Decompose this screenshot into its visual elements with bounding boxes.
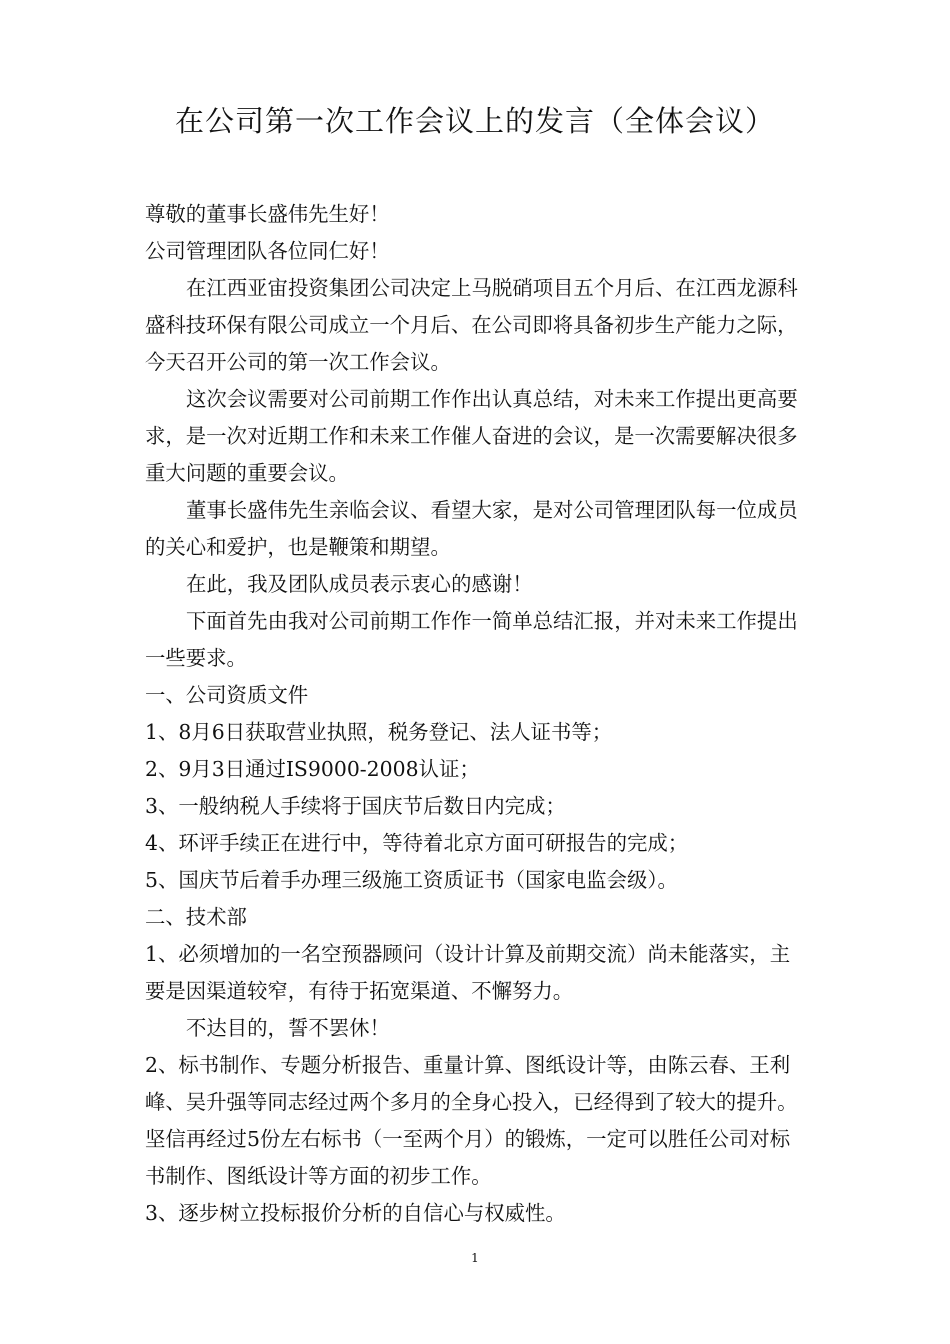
section-list-item: 5、国庆节后着手办理三级施工资质证书（国家电监会级）。 xyxy=(145,868,678,892)
section-paragraph: 1、必须增加的一名空预器顾问（设计计算及前期交流）尚未能落实，主要是因渠道较窄，有待于拓宽渠道、不懈努力。 xyxy=(145,942,791,1003)
page-number: 1 xyxy=(471,1251,479,1265)
section-heading-qualification: 一、公司资质文件 xyxy=(145,683,309,707)
document-title: 在公司第一次工作会议上的发言（全体会议） xyxy=(174,104,775,138)
greeting-colleagues: 公司管理团队各位同仁好！ xyxy=(145,239,390,263)
section-list-item: 1、8月6日获取营业执照，税务登记、法人证书等； xyxy=(145,720,613,744)
intro-paragraph: 下面首先由我对公司前期工作作一简单总结汇报，并对未来工作提出一些要求。 xyxy=(145,609,798,670)
section-paragraph: 不达目的，誓不罢休！ xyxy=(186,1016,390,1040)
section-list-item: 2、9月3日通过IS9000-2008认证； xyxy=(145,757,480,781)
intro-paragraph: 在此，我及团队成员表示衷心的感谢！ xyxy=(186,572,533,596)
greeting-chairman: 尊敬的董事长盛伟先生好！ xyxy=(145,202,390,226)
section-list-item: 4、环评手续正在进行中，等待着北京方面可研报告的完成； xyxy=(145,831,689,855)
intro-paragraph: 在江西亚宙投资集团公司决定上马脱硝项目五个月后、在江西龙源科盛科技环保有限公司成立一个月后、在公司即将具备初步生产能力之际，今天召开公司的第一次工作会议。 xyxy=(145,276,798,374)
section-paragraph: 3、逐步树立投标报价分析的自信心与权威性。 xyxy=(145,1201,566,1225)
document-body xyxy=(145,196,807,1232)
section-list-item: 3、一般纳税人手续将于国庆节后数日内完成； xyxy=(145,794,566,818)
section-heading-technical: 二、技术部 xyxy=(145,905,247,929)
intro-paragraph: 这次会议需要对公司前期工作作出认真总结，对未来工作提出更高要求，是一次对近期工作和未来工作催人奋进的会议，是一次需要解决很多重大问题的重要会议。 xyxy=(145,387,798,485)
section-paragraph: 2、标书制作、专题分析报告、重量计算、图纸设计等，由陈云春、王利峰、吴升强等同志经过两个多月的全身心投入，已经得到了较大的提升。坚信再经过5份左右标书（一至两个月）的锻炼，一定可以胜任公司对标书制作、图纸设计等方面的初步工作。 xyxy=(145,1053,798,1188)
intro-paragraph: 董事长盛伟先生亲临会议、看望大家，是对公司管理团队每一位成员的关心和爱护，也是鞭策和期望。 xyxy=(145,498,798,559)
